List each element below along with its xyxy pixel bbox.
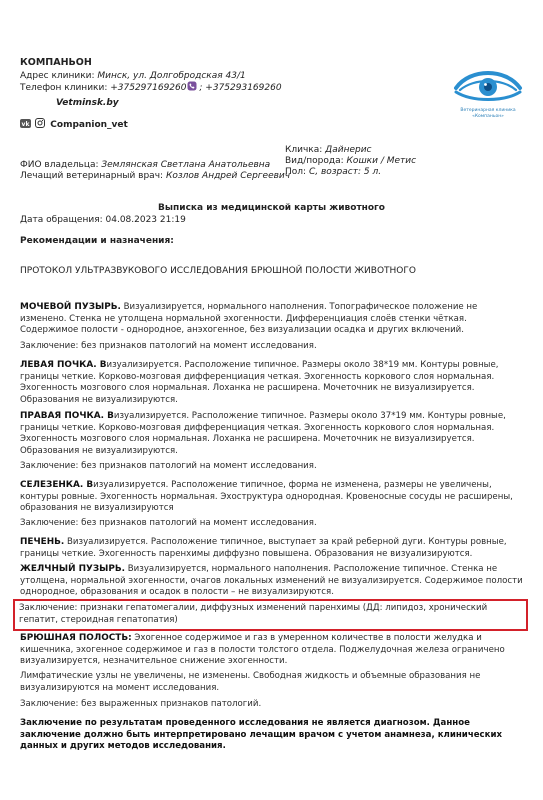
- recommendations-heading: Рекомендации и назначения:: [20, 236, 174, 246]
- visit-date: Дата обращения: 04.08.2023 21:19: [20, 215, 186, 225]
- doctor-name: [20, 170, 290, 182]
- liver-heading: ПЕЧЕНЬ.: [20, 537, 65, 547]
- clinic-phones: [20, 81, 282, 94]
- disclaimer: Заключение по результатам проведенного исследования не является диагнозом. Данное заключение должно быть интерпретировано лечащим врачом с учетом анамнеза, клинических данных и других методов исследования.: [20, 718, 503, 751]
- doctor-value: Козлов Андрей Сергеевич: [165, 171, 291, 181]
- phone-2[interactable]: +375293169260: [205, 83, 282, 93]
- pet-value: Дайнерис: [325, 145, 372, 155]
- phone-1[interactable]: +375297169260: [110, 83, 187, 93]
- section-right-kidney: [20, 411, 526, 457]
- clinic-logo: [452, 62, 524, 124]
- lymph-nodes-text: Лимфатические узлы не увеличены, не изменены. Свободная жидкость и объемные образования не визуализируются на момент исследования.: [20, 671, 481, 693]
- section-abdomen: [20, 633, 526, 668]
- section-liver: [20, 537, 526, 560]
- svg-text:vk: vk: [21, 121, 30, 128]
- logo-caption-1: Ветеринарная клиника: [460, 108, 516, 113]
- protocol-title: ПРОТОКОЛ УЛЬТРАЗВУКОВОГО ИССЛЕДОВАНИЯ БРЮШНОЙ ПОЛОСТИ ЖИВОТНОГО: [20, 266, 416, 276]
- owner-label: ФИО владельца:: [20, 160, 99, 170]
- final-conclusion: Заключение: без выраженных признаков патологий.: [20, 699, 262, 709]
- bladder-conclusion: Заключение: без признаков патологий на момент исследования.: [20, 341, 317, 351]
- section-gallbladder: [20, 564, 526, 599]
- social-handle[interactable]: Companion_vet: [50, 120, 128, 130]
- viber-icon: [187, 81, 197, 91]
- eye-logo-icon: [452, 62, 524, 104]
- abdomen-heading: БРЮШНАЯ ПОЛОСТЬ:: [20, 633, 132, 643]
- clinic-name: КОМПАНЬОН: [20, 57, 92, 68]
- left-kidney-heading: ЛЕВАЯ ПОЧКА. В: [20, 360, 107, 370]
- section-bladder: [20, 302, 526, 337]
- liver-text: Визуализируется. Расположение типичное, выступает за край реберной дуги. Контуры ровные, границы четкие. Эхогенность паренхимы диффузно повышена. Образования не визуализируются.: [20, 537, 507, 559]
- spleen-heading: СЕЛЕЗЕНКА. В: [20, 480, 94, 490]
- document-title: Выписка из медицинской карты животного: [158, 203, 385, 213]
- section-left-kidney: [20, 360, 526, 406]
- right-kidney-text: изуализируется. Расположение типичное. Размеры около 37*19 мм. Контуры ровные, границы четкие. Корково-мозговая дифференциация четкая. Эхогенность коркового слоя нормальная. Эхогенность мозгового слоя нормальная. Лоханка не расширена. Мочеточник не визуализируется. Образования не визуализируются.: [20, 411, 506, 456]
- right-kidney-heading: ПРАВАЯ ПОЧКА. В: [20, 411, 114, 421]
- abdomen-text: Эхогенное содержимое и газ в умеренном количестве в полости желудка и кишечника, эхогенное содержимое и газ в полости толстого отдела. Поджелудочная железа ограничено визуализируется, незначительное снижение эхогенности.: [20, 633, 505, 666]
- spleen-conclusion: Заключение: без признаков патологий на момент исследования.: [20, 518, 317, 528]
- liver-conclusion: Заключение: признаки гепатомегалии, диффузных изменений паренхимы (ДД: липидоз, хронический гепатит, стероидная гепатопатия): [19, 603, 488, 625]
- bladder-text: Визуализируется, нормального наполнения. Топографическое положение не изменено. Стенка не утолщена нормальной эхогенности. Дифференциация слоёв стенки чёткая. Содержимое полости - однородное, анэхогенное, без визуализации осадка и других включений.: [20, 302, 478, 335]
- spleen-text: изуализируется. Расположение типичное, форма не изменена, размеры не увеличены, контуры ровные. Эхогенность нормальная. Эхоструктура однородная. Кровеносные сосуды не расширены, образования не визуализируются: [20, 480, 513, 513]
- clinic-website[interactable]: Vetminsk.by: [56, 98, 119, 108]
- pet-label: Кличка:: [285, 145, 323, 155]
- phone-label: Телефон клиники:: [20, 83, 108, 93]
- gallbladder-heading: ЖЕЛЧНЫЙ ПУЗЫРЬ.: [20, 564, 126, 574]
- sex-value: С, возраст: 5 л.: [308, 167, 382, 177]
- instagram-icon: [35, 118, 47, 128]
- address-value: Минск, ул. Долгобродская 43/1: [97, 71, 246, 81]
- gallbladder-text: Визуализируется, нормального наполнения. Расположение типичное. Стенка не утолщена, нормальной эхогенности, очагов локальных изменений не визуализируется. Содержимое полости однородное, образования и осадок в полости – не визуализируются.: [20, 564, 523, 597]
- kidney-conclusion: Заключение: без признаков патологий на момент исследования.: [20, 461, 317, 471]
- species-label: Вид/порода:: [285, 156, 344, 166]
- logo-caption-2: «Компаньон»: [472, 114, 504, 119]
- clinic-social: [20, 118, 128, 130]
- pet-sex-age: [285, 166, 381, 178]
- sex-label: Пол:: [285, 167, 307, 177]
- owner-value: Землянская Светлана Анатольевна: [101, 160, 271, 170]
- vk-icon: [20, 119, 32, 129]
- left-kidney-text: изуализируется. Расположение типичное. Размеры около 38*19 мм. Контуры ровные, границы четкие. Корково-мозговая дифференциация четкая. Эхогенность коркового слоя нормальная. Эхогенность мозгового слоя нормальная. Лоханка не расширена. Мочеточник не визуализируется. Образования не визуализируются.: [20, 360, 499, 405]
- doctor-label: Лечащий ветеринарный врач:: [20, 171, 164, 181]
- species-value: Кошки / Метис: [346, 156, 417, 166]
- bladder-heading: МОЧЕВОЙ ПУЗЫРЬ.: [20, 302, 121, 312]
- phone-separator: ;: [199, 83, 203, 93]
- address-label: Адрес клиники:: [20, 71, 95, 81]
- section-spleen: [20, 480, 526, 515]
